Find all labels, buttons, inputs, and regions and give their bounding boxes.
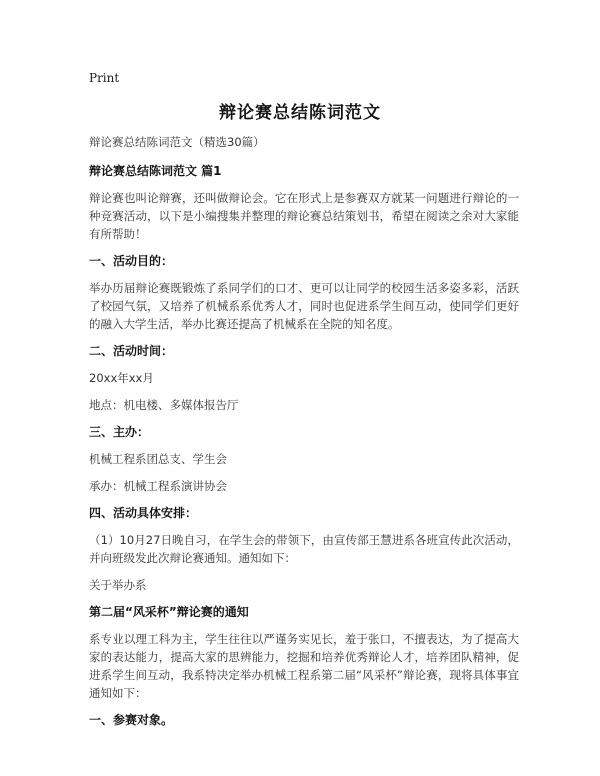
notice-intro: 关于举办系 xyxy=(89,578,147,592)
notice-heading: 第二届“风采杯”辩论赛的通知 xyxy=(89,605,249,619)
host-text: 机械工程系团总支、学生会 xyxy=(89,452,227,466)
article-body xyxy=(89,133,519,738)
print-link[interactable]: Print xyxy=(89,71,120,85)
article-subtitle: 辩论赛总结陈词范文（精选30篇） xyxy=(89,135,265,149)
page-title: 辩论赛总结陈词范文 xyxy=(219,103,381,123)
organizer-text: 承办：机械工程系演讲协会 xyxy=(89,479,227,493)
participants-heading: 一、参赛对象。 xyxy=(89,713,174,727)
arrangement-paragraph: （1）10月27日晚自习，在学生会的带领下，由宣传部王慧进系各班宣传此次活动，并向班级发此次辩论赛通知。通知如下： xyxy=(89,533,519,565)
purpose-heading: 一、活动目的： xyxy=(89,254,174,268)
purpose-paragraph: 举办历届辩论赛既锻炼了系同学们的口才、更可以让同学的校园生活多姿多彩，活跃了校园气氛，又培养了机械系系优秀人才，同时也促进系学生间互动，使同学们更好的融入大学生活，举办比赛还提高了机械系在全院的知名度。 xyxy=(89,281,519,331)
location-text: 地点：机电楼、多媒体报告厅 xyxy=(89,398,239,412)
intro-paragraph: 辩论赛也叫论辩赛，还叫做辩论会。它在形式上是参赛双方就某一问题进行辩论的一种竞赛活动，以下是小编搜集并整理的辩论赛总结策划书，希望在阅读之余对大家能有所帮助！ xyxy=(89,191,519,241)
section-heading: 辩论赛总结陈词范文 篇1 xyxy=(89,164,222,178)
arrangement-heading: 四、活动具体安排： xyxy=(89,506,198,520)
host-heading: 三、主办： xyxy=(89,425,150,439)
notice-paragraph: 系专业以理工科为主，学生往往以严谨务实见长，羞于张口，不擅表达，为了提高大家的表达能力，提高大家的思辨能力，挖掘和培养优秀辩论人才，培养团队精神，促进系学生间互动，我系特决定举办机械工程系第二届“风采杯”辩论赛，现将具体事宜通知如下： xyxy=(89,632,519,700)
time-heading: 二、活动时间： xyxy=(89,344,174,358)
time-value: 20xx年xx月 xyxy=(89,371,154,385)
